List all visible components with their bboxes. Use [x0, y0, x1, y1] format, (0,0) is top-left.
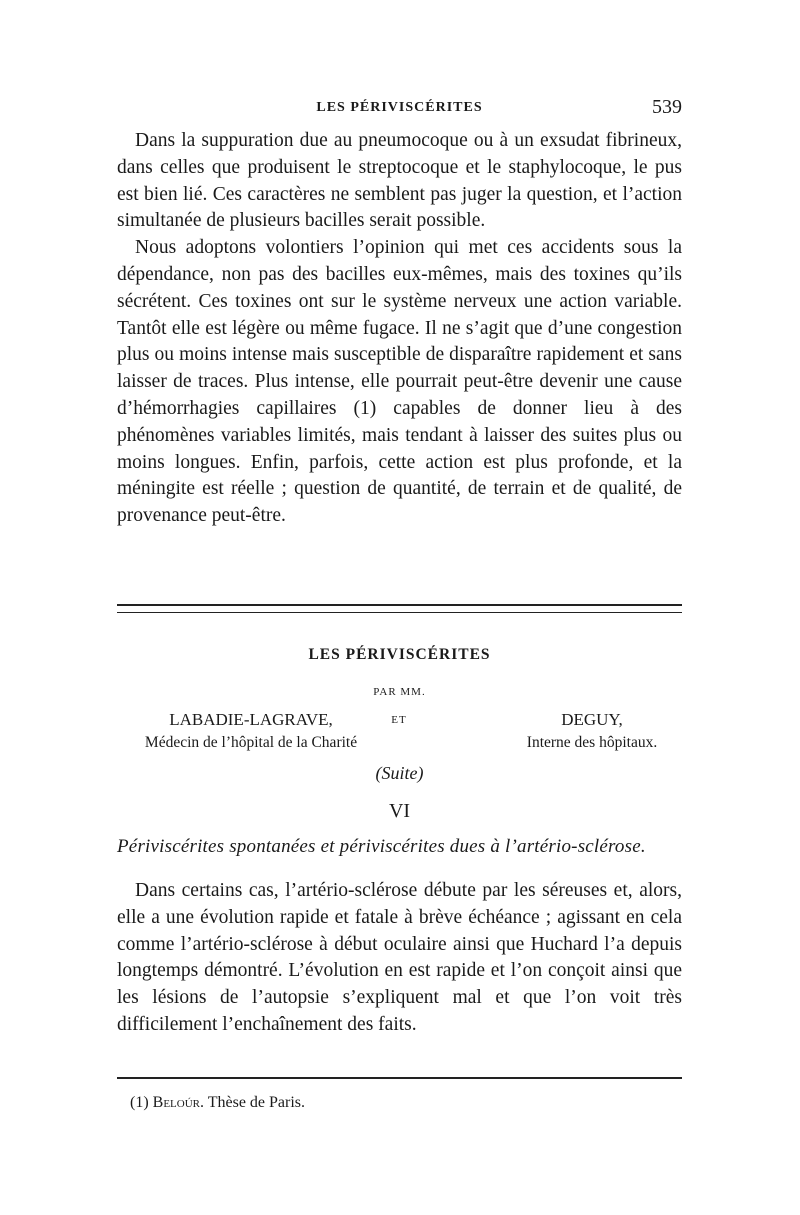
paragraph: Nous adoptons volontiers l’opinion qui met ces accidents sous la dépendance, non pas des bacilles eux-mêmes, mais des toxines qu’ils sécrétent. Ces toxines ont sur le système nerveux une action variable. Tantôt elle est légère ou même fugace. Il ne s’agit que d’une congestion plus ou moins intense mais susceptible de disparaître rapidement et sans laisser de traces. Plus intense, elle pourrait peut-être devenir une cause d’hémorrhagies capillaires (1) capables de donner lieu à des phénomènes variables limités, mais tendant à laisser des suites plus ou moins longues. Enfin, parfois, cette action est plus profonde, et la méningite est réelle ; question de quantité, de terrain et de qualité, de provenance peut-être.: [117, 237, 682, 527]
paragraph: Dans certains cas, l’artério-sclérose débute par les séreuses et, alors, elle a une évolution rapide et fatale à brève échéance ; agissant en cela comme l’artério-sclérose à début oculaire ainsi que Huchard l’a depuis longtemps démontré. L’évolution en est rapide et l’on conçoit ainsi que les lésions de l’autopsie s’expliquent mal et que l’on voit très difficilement l’enchaînement des faits.: [117, 880, 682, 1035]
footnote: [130, 1094, 670, 1112]
article-title: LES PÉRIVISCÉRITES: [308, 646, 491, 663]
author-role: Médecin de l’hôpital de la Charité: [144, 734, 358, 751]
running-head: [117, 98, 682, 120]
author-role: Interne des hôpitaux.: [526, 734, 658, 751]
author-conjunction: ET: [391, 714, 407, 726]
body-text-top: [117, 128, 682, 530]
page-number: 539: [652, 96, 682, 118]
footnote-marker: (1): [130, 1094, 149, 1111]
footnote-text: Thèse de Paris.: [207, 1094, 306, 1111]
footnote-rule: [117, 1077, 682, 1079]
author-name: DEGUY,: [561, 710, 623, 729]
section-heading: Périviscérites spontanées et périviscérites dues à l’artério-sclérose.: [117, 836, 646, 857]
section-numeral: VI: [388, 800, 411, 822]
body-text-bottom: [117, 878, 682, 1039]
authors-block: [117, 708, 682, 756]
running-title: LES PÉRIVISCÉRITES: [316, 100, 483, 115]
article-separator-rule: [117, 604, 682, 613]
author-second: [492, 708, 692, 754]
footnote-author: Beloúr.: [152, 1094, 204, 1111]
continuation-note: (Suite): [375, 763, 424, 783]
paragraph: Dans la suppuration due au pneumocoque ou à un exsudat fibrineux, dans celles que produisent le streptocoque et le staphylocoque, le pus est bien lié. Ces caractères ne semblent pas juger la question, et l’action simultanée de plusieurs bacilles serait possible.: [117, 130, 682, 232]
author-name: LABADIE-LAGRAVE,: [169, 710, 333, 729]
author-first: [111, 708, 391, 754]
byline-intro: PAR MM.: [373, 686, 426, 698]
